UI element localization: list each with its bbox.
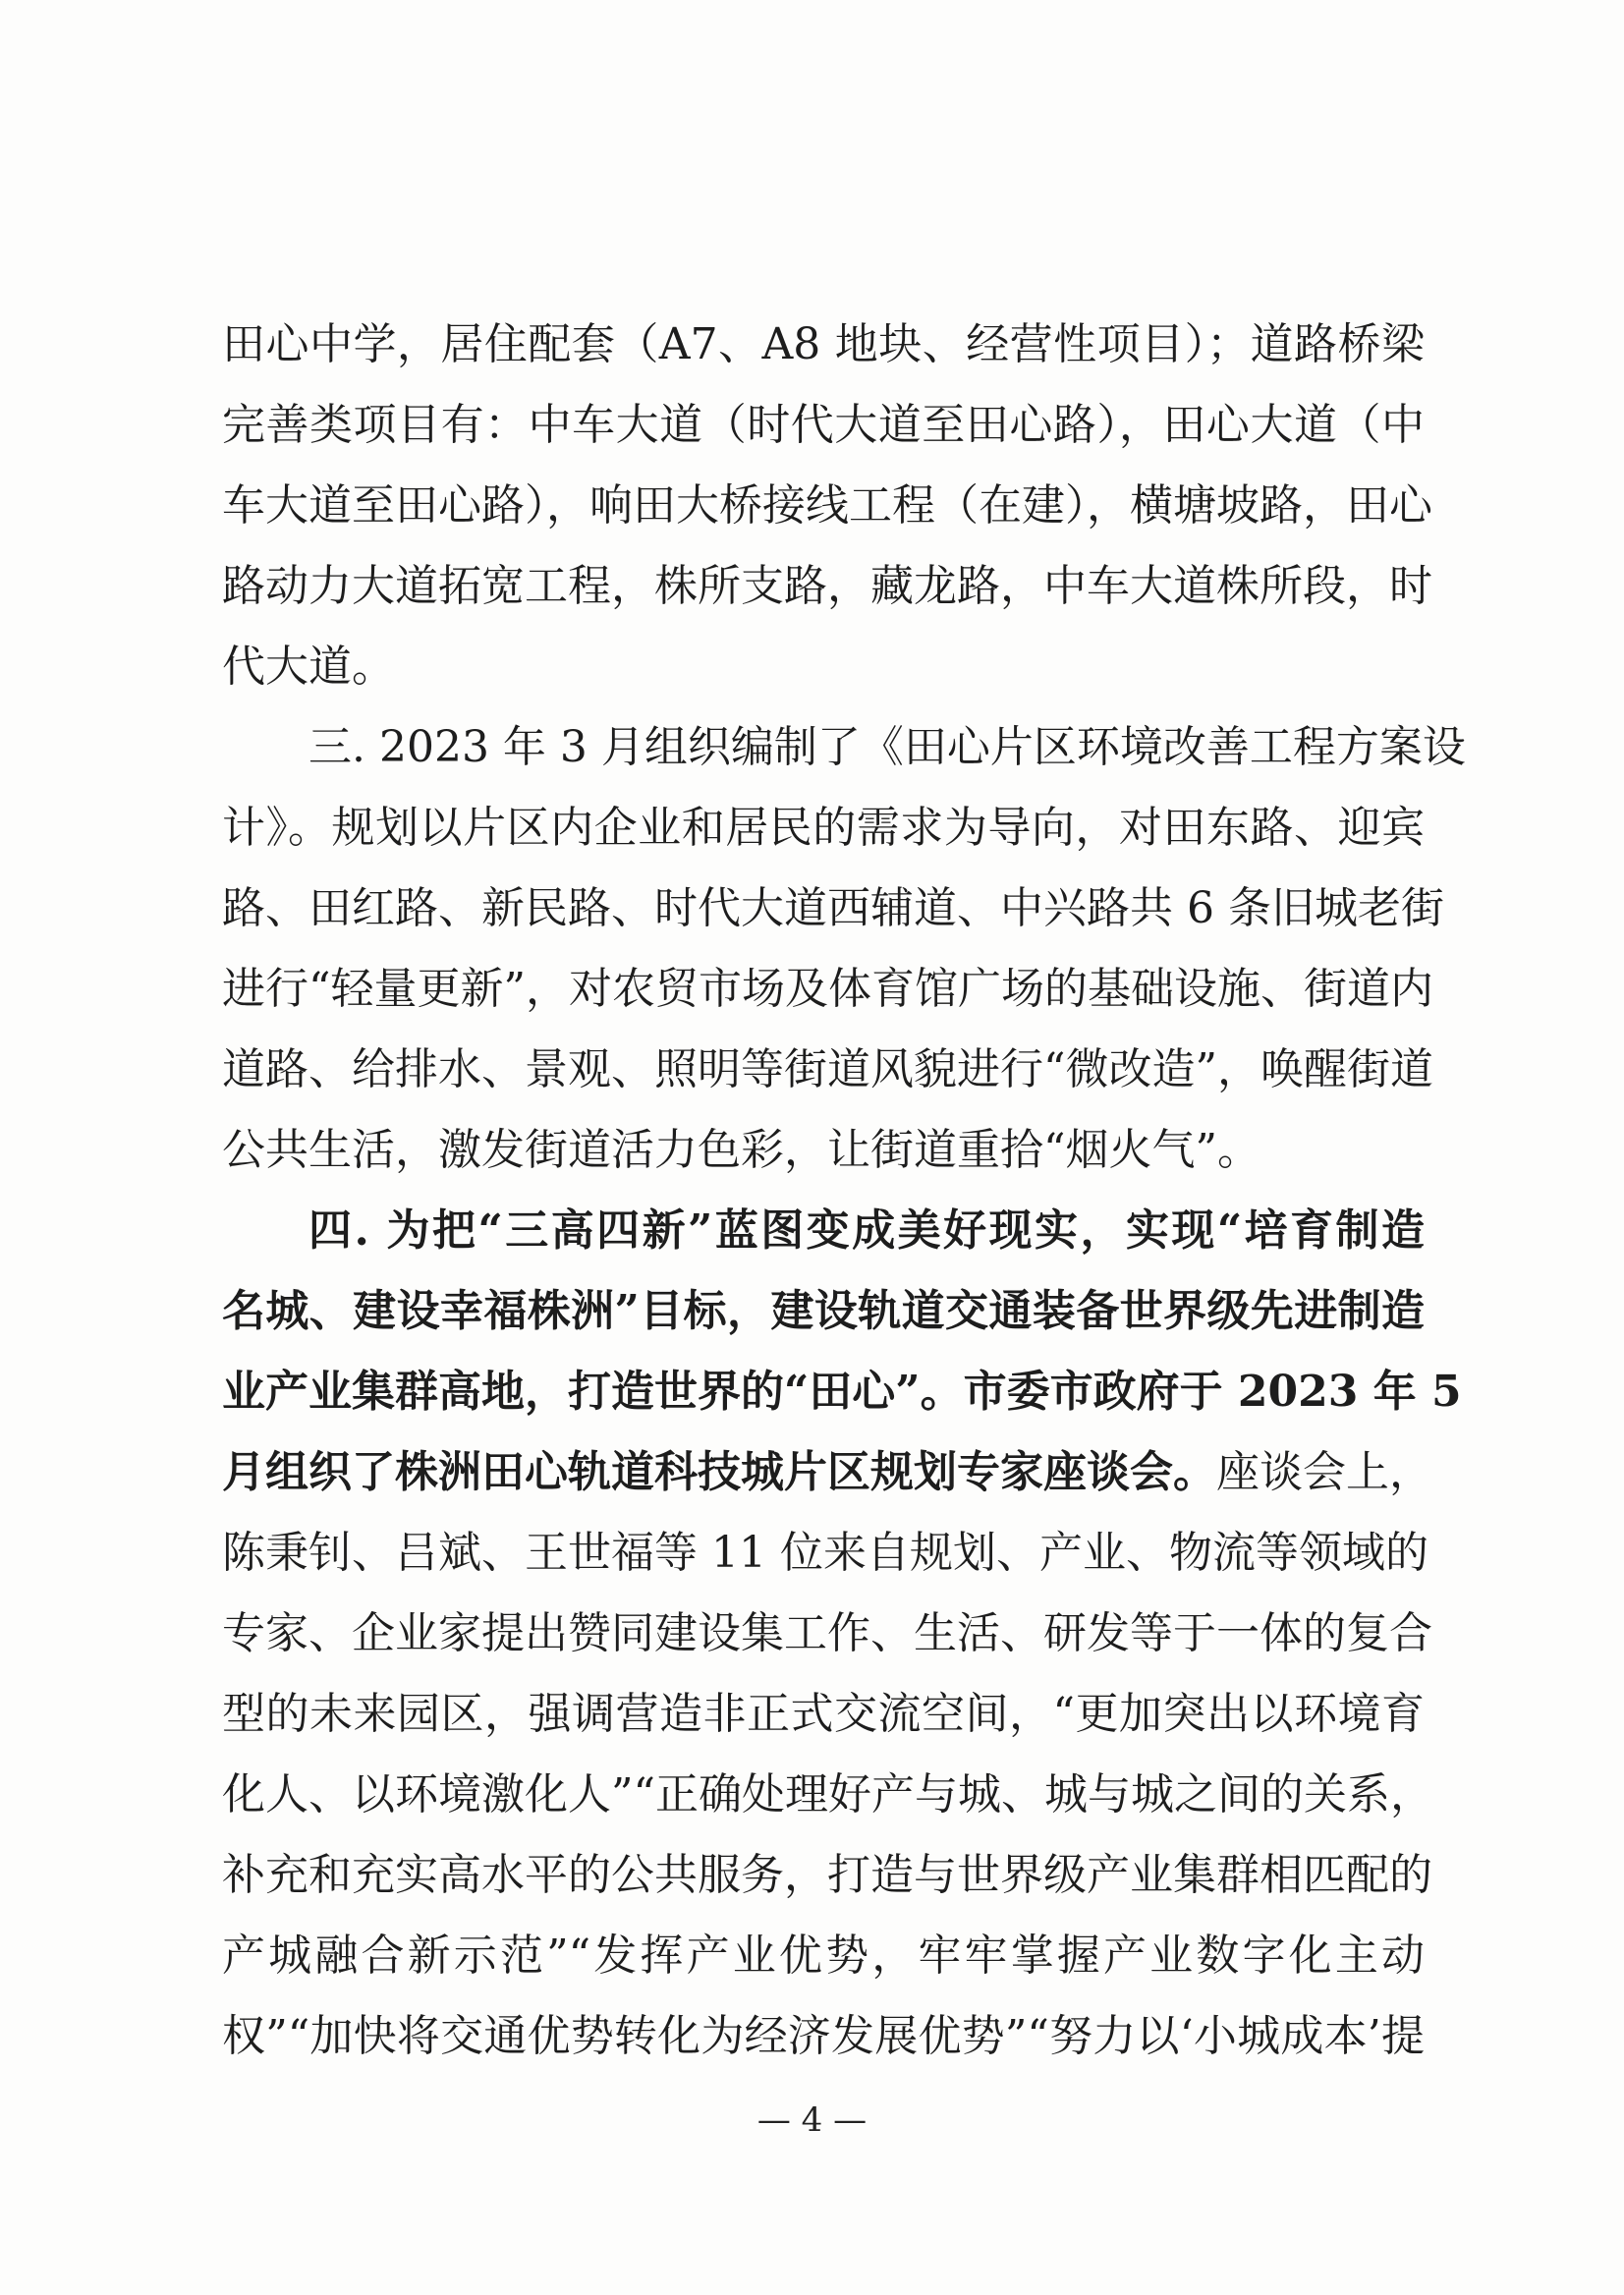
text-line: 补充和充实高水平的公共服务，打造与世界级产业集群相匹配的: [222, 1850, 1432, 1900]
text-line: 权”“加快将交通优势转化为经济发展优势”“努力以‘小城成本’提: [222, 2011, 1425, 2061]
normal-text: 座谈会上，: [1216, 1447, 1432, 1497]
text-line: 产城融合新示范”“发挥产业优势，牢牢掌握产业数字化主动: [222, 1931, 1425, 1981]
text-line: 车大道至田心路），响田大桥接线工程（在建），横塘坡路，田心: [222, 480, 1432, 531]
text-line: 代大道。: [222, 642, 395, 692]
text-line: 陈秉钊、吕斌、王世福等 11 位来自规划、产业、物流等领域的: [222, 1528, 1428, 1578]
text-line: 路、田红路、新民路、时代大道西辅道、中兴路共 6 条旧城老街: [222, 883, 1444, 933]
text-line: 完善类项目有：中车大道（时代大道至田心路），田心大道（中: [222, 400, 1425, 450]
text-line: 田心中学，居住配套（A7、A8 地块、经营性项目）；道路桥梁: [222, 319, 1425, 369]
text-line: 进行“轻量更新”，对农贸市场及体育馆广场的基础设施、街道内: [222, 964, 1433, 1014]
text-line: 业产业集群高地，打造世界的“田心”。市委市政府于 2023 年 5: [222, 1367, 1462, 1417]
page-number: — 4 —: [756, 2100, 868, 2140]
text-line: 专家、企业家提出赞同建设集工作、生活、研发等于一体的复合: [222, 1608, 1432, 1658]
text-line: 四. 为把“三高四新”蓝图变成美好现实，实现“培育制造: [308, 1205, 1425, 1256]
text-line: 三. 2023 年 3 月组织编制了《田心片区环境改善工程方案设: [308, 722, 1466, 772]
text-line: 公共生活，激发街道活力色彩，让街道重拾“烟火气”。: [222, 1125, 1260, 1175]
text-line: 型的未来园区，强调营造非正式交流空间，“更加突出以环境育: [222, 1689, 1425, 1739]
text-line: 化人、以环境激化人”“正确处理好产与城、城与城之间的关系，: [222, 1769, 1433, 1819]
body-text: [222, 305, 1466, 2077]
text-line-mixed: [222, 1432, 1432, 1513]
text-line: 路动力大道拓宽工程，株所支路，藏龙路，中车大道株所段，时: [222, 561, 1432, 611]
bold-text: 月组织了株洲田心轨道科技城片区规划专家座谈会。: [222, 1447, 1216, 1497]
text-line: 名城、建设幸福株洲”目标，建设轨道交通装备世界级先进制造: [222, 1286, 1425, 1336]
text-line: 计》。规划以片区内企业和居民的需求为导向，对田东路、迎宾: [222, 803, 1425, 853]
text-line: 道路、给排水、景观、照明等街道风貌进行“微改造”，唤醒街道: [222, 1044, 1433, 1094]
